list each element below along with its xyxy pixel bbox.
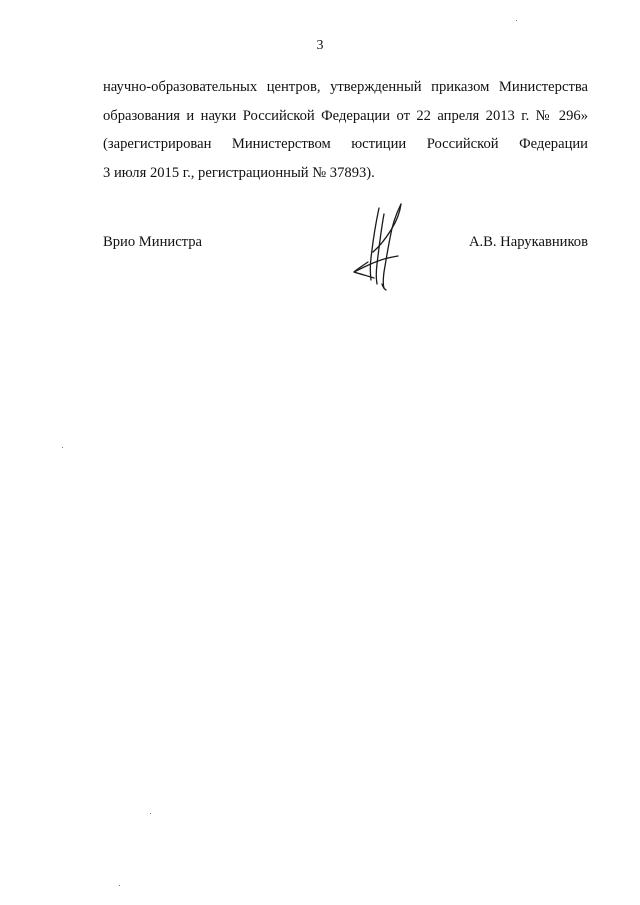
signatory-title: Врио Министра — [103, 234, 202, 250]
scan-speck — [62, 447, 63, 448]
paragraph-line: 3 июля 2015 г., регистрационный № 37893). — [103, 164, 375, 181]
body-paragraph — [103, 73, 588, 187]
scan-speck — [119, 885, 120, 886]
scan-speck — [150, 813, 151, 814]
handwritten-signature — [346, 200, 406, 295]
paragraph-line: образования и науки Российской Федерации от 22 апреля 2013 г. № 296» — [103, 107, 588, 124]
signatory-name: А.В. Нарукавников — [468, 234, 588, 250]
scan-speck — [516, 20, 517, 21]
page-number: 3 — [316, 38, 324, 53]
paragraph-line: научно-образовательных центров, утвержденный приказом Министерства — [103, 79, 588, 95]
paragraph-line: (зарегистрирован Министерством юстиции Российской Федерации — [103, 136, 588, 152]
